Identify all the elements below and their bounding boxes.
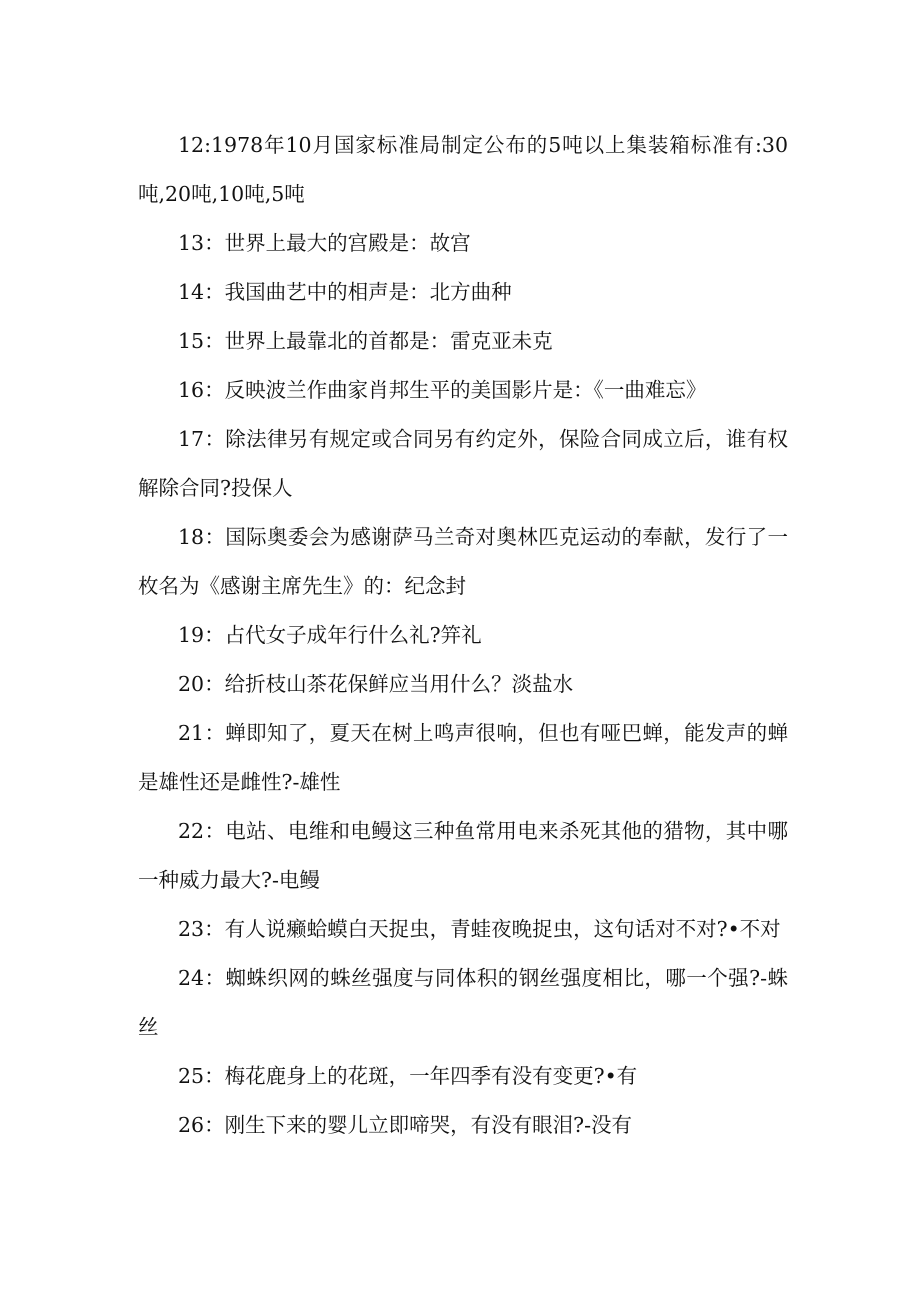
paragraph-19: 19：占代女子成年行什么礼?笄礼 bbox=[178, 623, 482, 647]
document-body bbox=[138, 121, 788, 1150]
paragraph-15: 15：世界上最靠北的首都是：雷克亚未克 bbox=[178, 329, 553, 353]
paragraph-21: 21：蝉即知了，夏天在树上鸣声很响，但也有哑巴蝉，能发声的蝉是雄性还是雌性?-雄性 bbox=[138, 721, 788, 794]
paragraph-12: 12:1978年10月国家标准局制定公布的5吨以上集装箱标准有:30吨,20吨,10吨,5吨 bbox=[138, 133, 788, 206]
paragraph-22: 22：电站、电维和电鳗这三种鱼常用电来杀死其他的猎物，其中哪一种威力最大?-电鳗 bbox=[138, 819, 788, 892]
paragraph-16: 16：反映波兰作曲家肖邦生平的美国影片是：《一曲难忘》 bbox=[178, 378, 707, 402]
paragraph-18: 18：国际奥委会为感谢萨马兰奇对奥林匹克运动的奉献，发行了一枚名为《感谢主席先生》的：纪念封 bbox=[138, 525, 788, 598]
paragraph-24: 24：蜘蛛织网的蛛丝强度与同体积的钢丝强度相比，哪一个强?-蛛丝 bbox=[138, 966, 788, 1039]
paragraph-17: 17：除法律另有规定或合同另有约定外，保险合同成立后，谁有权解除合同?投保人 bbox=[138, 427, 788, 500]
paragraph-23: 23：有人说癞蛤蟆白天捉虫，青蛙夜晚捉虫，这句话对不对?•不对 bbox=[178, 917, 781, 941]
paragraph-20: 20：给折枝山茶花保鲜应当用什么？淡盐水 bbox=[178, 672, 574, 696]
paragraph-26: 26：刚生下来的婴儿立即啼哭，有没有眼泪?-没有 bbox=[178, 1113, 633, 1137]
paragraph-25: 25：梅花鹿身上的花斑，一年四季有没有变更?•有 bbox=[178, 1064, 638, 1088]
paragraph-13: 13：世界上最大的宫殿是：故宫 bbox=[178, 231, 471, 255]
paragraph-14: 14：我国曲艺中的相声是：北方曲种 bbox=[178, 280, 512, 304]
